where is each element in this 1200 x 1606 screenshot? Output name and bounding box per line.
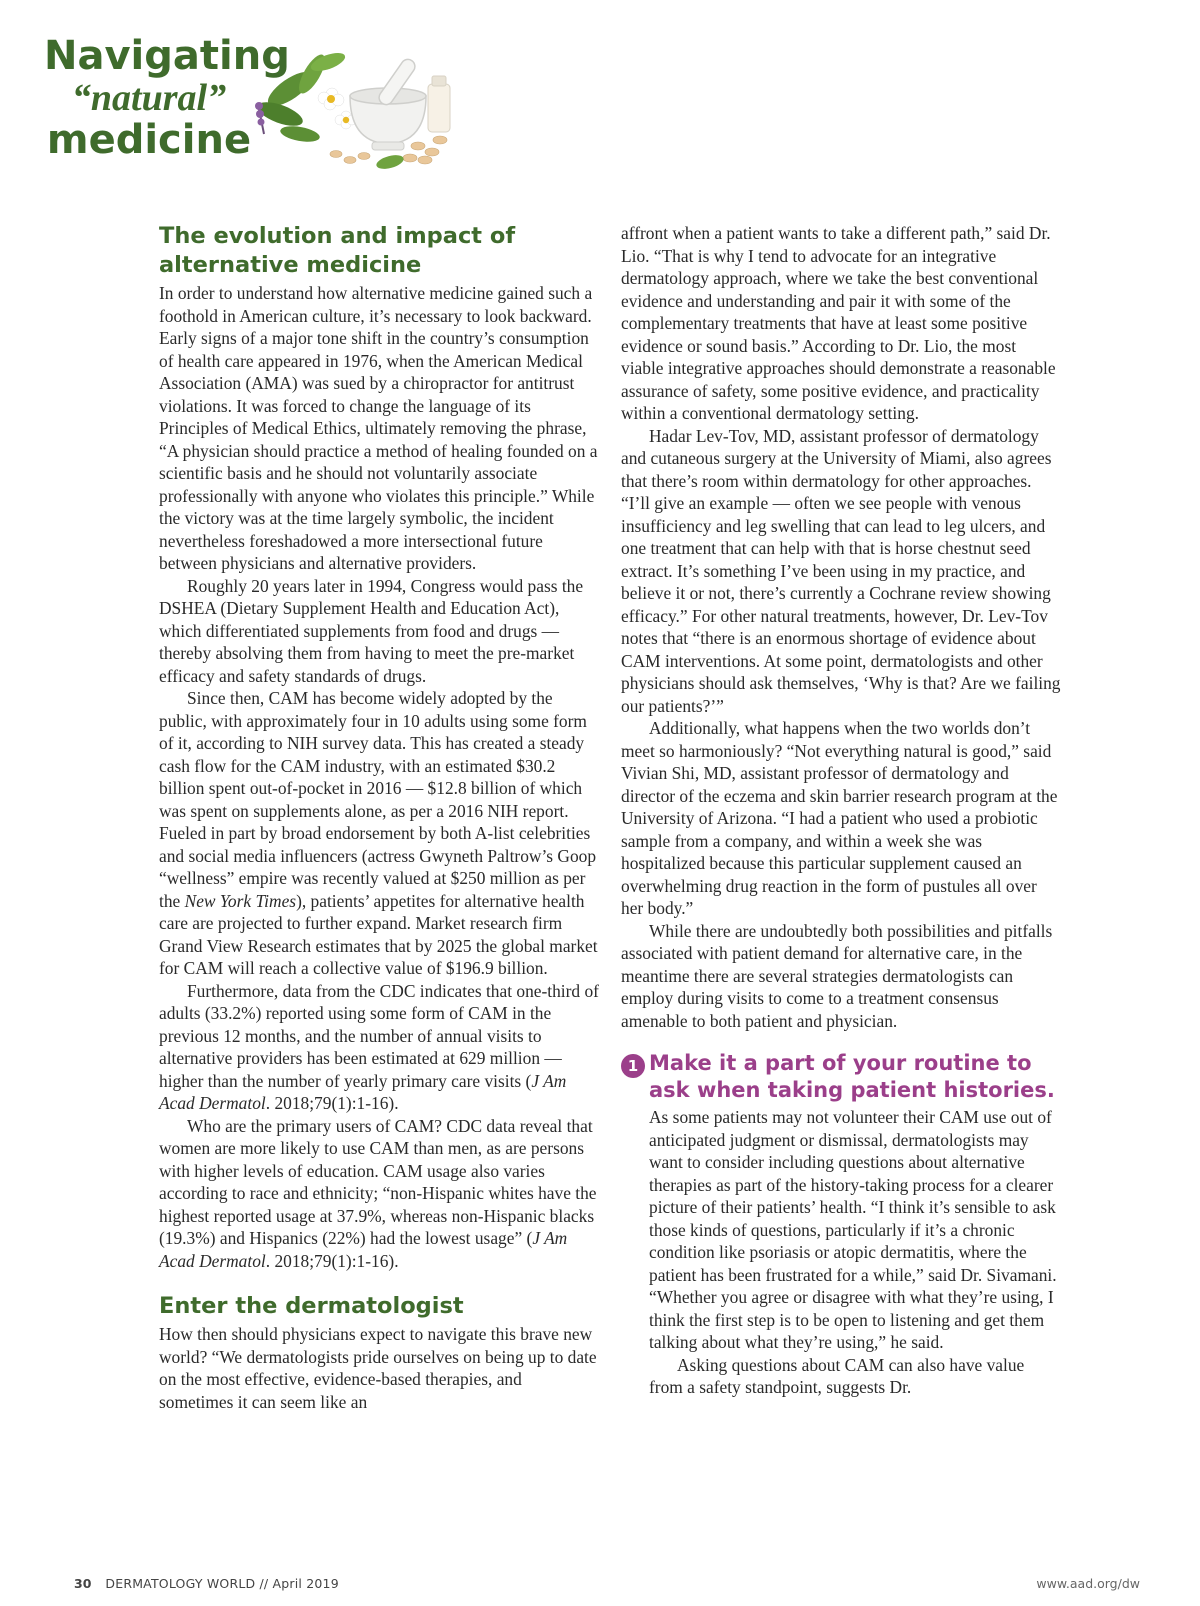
tip-1 [621,1050,1061,1399]
paragraph: Additionally, what happens when the two worlds don’t meet so harmoniously? “Not everything natural is good,” said Vivian Shi, MD, assistant professor of dermatology and director of the eczema and skin barrier research program at the University of Arizona. “I had a patient who used a probiotic sample from a company, and within a week she was hospitalized because this particular supplement caused an overwhelming drug reaction in the form of pustules all over her body.” [621,718,1058,918]
page-number: 30 [74,1576,92,1591]
page-title [44,33,290,163]
citation-italic: J Am Acad Dermatol [159,1228,568,1271]
tip-title: Make it a part of your routine to ask when taking patient histories. [649,1051,1055,1102]
paragraph: Furthermore, data from the CDC indicates that one-third of adults (33.2%) reported using some form of CAM in the previous 12 months, and the number of annual visits to alternative providers has been estimated at 629 million — higher than the number of yearly primary care visits (J Am Acad Dermatol. 2018;79(1):1-16). [159,980,599,1113]
citation-italic: J Am Acad Dermatol [159,1070,567,1113]
paragraph: While there are undoubtedly both possibilities and pitfalls associated with patient demand for alternative care, in the meantime there are several strategies dermatologists can employ during visits to come to a treatment consensus amenable to both patient and physician. [621,920,1053,1031]
mortar-and-herbs-illustration [250,34,460,174]
paragraph: affront when a patient wants to take a different path,” said Dr. Lio. “That is why I tend to advocate for an integrative dermatology approach, where we take the best conventional evidence and understanding and pair it with some of the complementary treatments that have at least some positive evidence or sound basis.” According to Dr. Lio, the most viable integrative approaches should demonstrate a reasonable assurance of safety, some positive evidence, and practicality within a conventional dermatology setting. [621,223,1056,423]
website-link[interactable]: www.aad.org/dw [1036,1576,1140,1591]
right-column [621,222,1061,1399]
title-line-2: “natural” [71,77,227,119]
section-heading-evolution: The evolution and impact of alternative medicine [159,223,516,278]
tip-body [649,1106,1061,1399]
title-line-1: Navigating [44,33,290,79]
paragraph: In order to understand how alternative medicine gained such a foothold in American culture, it’s necessary to look backward. Early signs of a major tone shift in the country’s consumption of health care appeared in 1976, when the American Medical Association (AMA) was sued by a chiropractor for antitrust violations. It was forced to change the language of its Principles of Medical Ethics, ultimately removing the phrase, “A physician should practice a method of healing founded on a scientific basis and he should not voluntarily associate professionally with anyone who violates this principle.” While the victory was at the time largely symbolic, the incident nevertheless foreshadowed a more intersectional future between physicians and alternative providers. [159,283,598,573]
title-line-3: medicine [46,117,252,163]
number-badge-icon: 1 [621,1054,645,1078]
left-column [159,222,599,1413]
magazine-issue: DERMATOLOGY WORLD // April 2019 [105,1576,339,1591]
section-heading-dermatologist: Enter the dermatologist [159,1293,464,1319]
paragraph: Hadar Lev-Tov, MD, assistant professor of dermatology and cutaneous surgery at the University of Miami, also agrees that there’s room within dermatology for other approaches. “I’ll give an example — often we see people with venous insufficiency and leg swelling that can lead to leg ulcers, and one treatment that can help with that is horse chestnut seed extract. It’s something I’ve been using in my practice, and believe it or not, there’s currently a Cochrane review showing efficacy.” For other natural treatments, however, Dr. Lev-Tov notes that “there is an enormous shortage of evidence about CAM interventions. At some point, dermatologists and other physicians should ask themselves, ‘Why is that? Are we failing our patients?’” [621,425,1061,716]
tip-header [621,1050,1061,1104]
paragraph: As some patients may not volunteer their CAM use out of anticipated judgment or dismissal, dermatologists may want to consider including questions about alternative therapies as part of the history-taking process for a clearer picture of their patients’ health. “I think it’s sensible to ask those kinds of questions, particularly if it’s a chronic condition like psoriasis or atopic dermatitis, where the patient has been frustrated for a while,” said Dr. Sivamani. “Whether you agree or disagree with what they’re using, I think the first step is to be open to listening and get them talking about what they’re using,” he said. [649,1107,1057,1352]
paragraph: Who are the primary users of CAM? CDC data reveal that women are more likely to use CAM than men, as are persons with higher levels of education. CAM usage also varies according to race and ethnicity; “non-Hispanic whites have the highest reported usage at 37.9%, whereas non-Hispanic blacks (19.3%) and Hispanics (22%) had the lowest usage” (J Am Acad Dermatol. 2018;79(1):1-16). [159,1115,597,1271]
page-footer [74,1576,1140,1596]
masthead [44,34,464,174]
paragraph: Roughly 20 years later in 1994, Congress would pass the DSHEA (Dietary Supplement Health and Education Act), which differentiated supplements from food and drugs — thereby absolving them from having to meet the pre-market efficacy and safety standards of drugs. [159,575,584,686]
paragraph: How then should physicians expect to navigate this brave new world? “We dermatologists pride ourselves on being up to date on the most effective, evidence-based therapies, and sometimes it can seem like an [159,1324,597,1412]
citation-italic: New York Times [184,890,297,911]
paragraph: Since then, CAM has become widely adopted by the public, with approximately four in 10 adults using some form of it, according to NIH survey data. This has created a steady cash flow for the CAM industry, with an estimated $30.2 billion spent out-of-pocket in 2016 — $12.8 billion of which was spent on supplements alone, as per a 2016 NIH report. Fueled in part by broad endorsement by both A-list celebrities and social media influencers (actress Gwyneth Paltrow’s Goop “wellness” empire was recently valued at $250 million as per the New York Times), patients’ appetites for alternative health care are projected to further expand. Market research firm Grand View Research estimates that by 2025 the global market for CAM will reach a collective value of $196.9 billion. [159,688,598,978]
paragraph: Asking questions about CAM can also have value from a safety standpoint, suggests Dr. [649,1354,1025,1397]
